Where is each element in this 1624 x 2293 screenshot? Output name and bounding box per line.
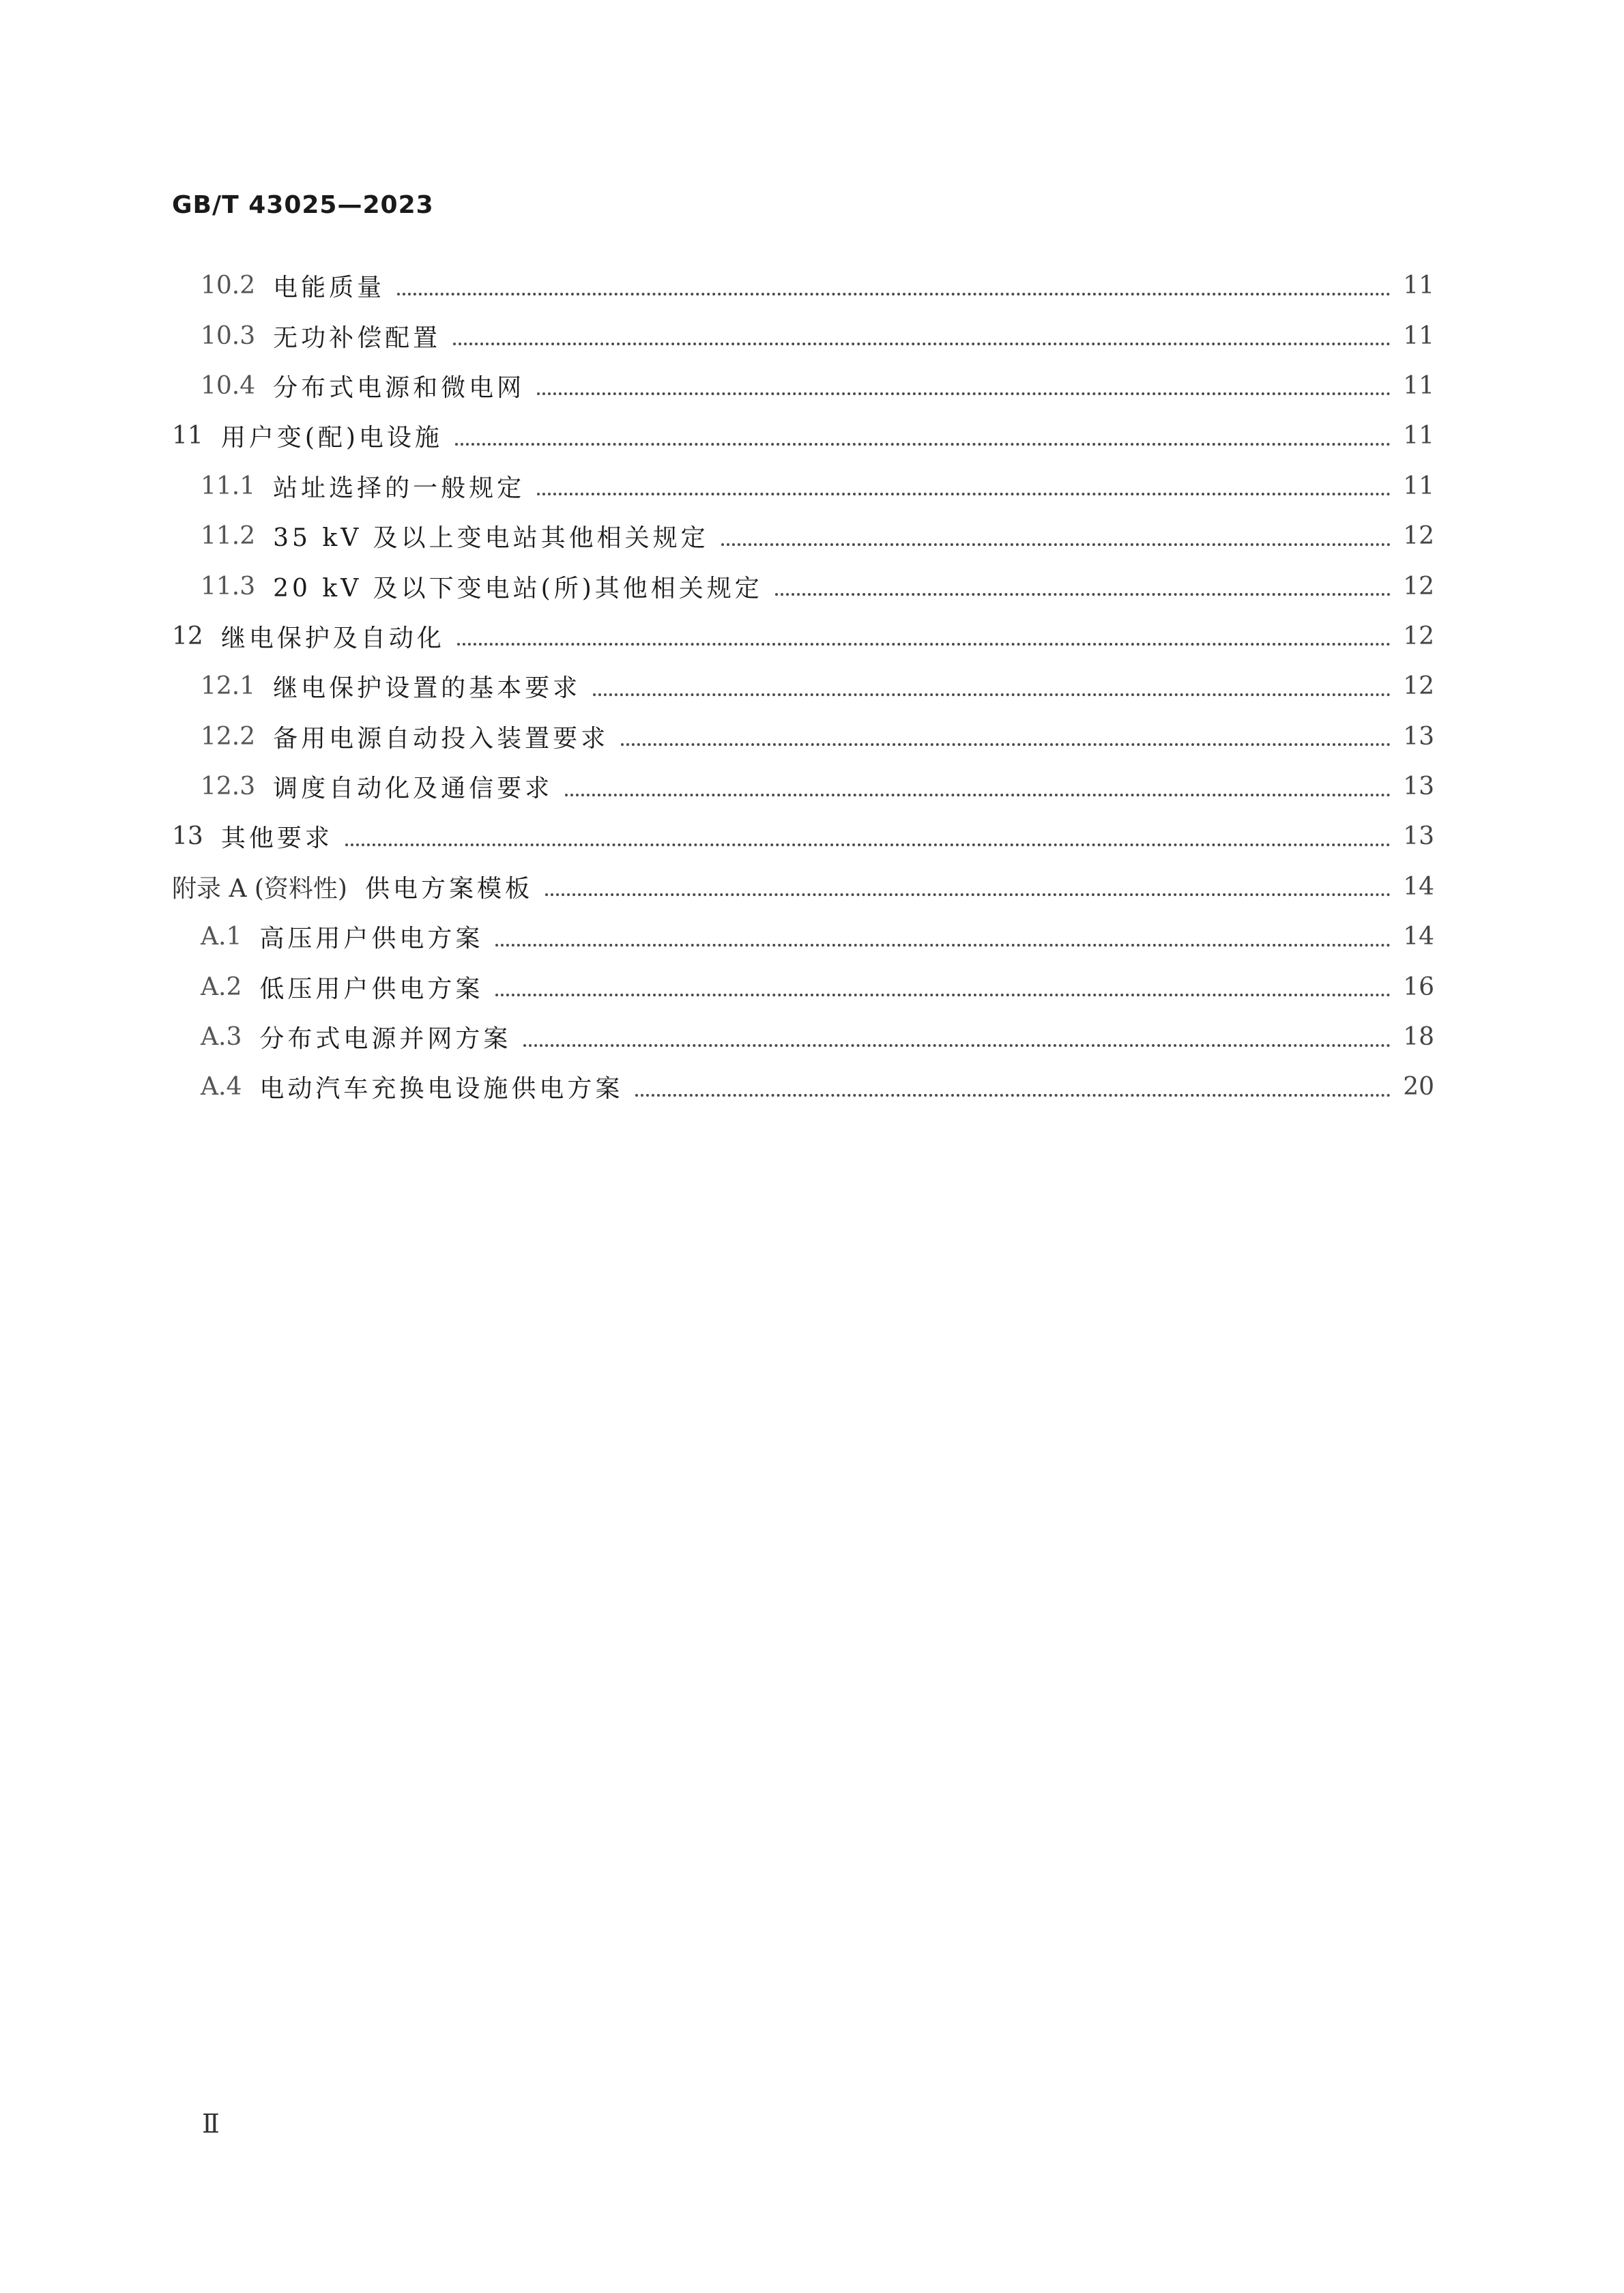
toc-entry-title: 继电保护及自动化: [220, 624, 445, 652]
toc-entry-title: 分布式电源并网方案: [259, 1025, 512, 1054]
toc-entry-number: 10.3: [201, 321, 256, 350]
dot-leader: [495, 944, 1391, 947]
toc-entry-number: A.4: [201, 1073, 242, 1101]
dot-leader: [453, 343, 1391, 345]
dot-leader: [537, 392, 1391, 395]
toc-entry-page: 11: [1403, 272, 1434, 300]
toc-entry-page: 11: [1403, 371, 1434, 400]
dot-leader: [721, 543, 1391, 546]
dot-leader: [455, 443, 1391, 446]
toc-entry[interactable]: [172, 712, 1434, 762]
toc-entry[interactable]: [172, 311, 1434, 360]
toc-entry[interactable]: [172, 361, 1434, 411]
toc-entry-title: 电能质量: [273, 274, 386, 302]
dot-leader: [775, 593, 1391, 596]
toc-entry-number: A.2: [201, 972, 242, 1001]
toc-entry[interactable]: [172, 811, 1434, 861]
dot-leader: [495, 994, 1391, 996]
toc-entry-page: 16: [1403, 972, 1434, 1001]
dot-leader: [635, 1094, 1391, 1097]
toc-entry-page: 18: [1403, 1023, 1434, 1052]
toc-entry-title: 继电保护设置的基本要求: [273, 674, 581, 703]
toc-entry[interactable]: [172, 962, 1434, 1011]
toc-entry-page: 13: [1403, 722, 1434, 751]
toc-entry-page: 12: [1403, 572, 1434, 601]
toc-entry-number: 13: [172, 822, 203, 851]
toc-entry-title: 调度自动化及通信要求: [273, 775, 553, 803]
toc-entry-title: 20 kV 及以下变电站(所)其他相关规定: [273, 574, 763, 603]
toc-entry-page: 12: [1403, 672, 1434, 701]
toc-entry[interactable]: [172, 261, 1434, 311]
dot-leader: [397, 293, 1391, 295]
toc-entry-title: 35 kV 及以上变电站其他相关规定: [273, 524, 709, 553]
dot-leader: [345, 843, 1391, 846]
toc-entry-number: 12.2: [201, 722, 256, 751]
toc-entry-title: 其他要求: [220, 824, 333, 853]
page-number: Ⅱ: [202, 2109, 220, 2139]
document-standard-number: GB/T 43025—2023: [172, 191, 434, 219]
toc-entry-title: 低压用户供电方案: [259, 975, 484, 1003]
toc-entry-number: 11: [172, 422, 203, 450]
toc-entry[interactable]: [172, 1062, 1434, 1112]
toc-entry-title: 高压用户供电方案: [259, 925, 484, 953]
toc-entry-page: 14: [1403, 872, 1434, 901]
toc-entry-title: 备用电源自动投入装置要求: [273, 724, 609, 753]
toc-entry-page: 12: [1403, 622, 1434, 650]
toc-entry[interactable]: [172, 511, 1434, 561]
toc-entry-number: 11.2: [201, 522, 256, 551]
toc-entry-title: 供电方案模板: [364, 874, 533, 903]
toc-entry-number: 11.1: [201, 472, 256, 500]
toc-entry-title: 电动汽车充换电设施供电方案: [259, 1075, 624, 1104]
toc-entry-number: 11.3: [201, 572, 256, 601]
dot-leader: [621, 743, 1391, 746]
toc-entry-title: 用户变(配)电设施: [220, 424, 443, 452]
toc-entry-number: 附录 A (资料性): [172, 874, 347, 903]
toc-entry[interactable]: [172, 862, 1434, 912]
toc-entry-page: 13: [1403, 822, 1434, 851]
toc-entry-number: 12.1: [201, 672, 256, 701]
toc-entry-title: 分布式电源和微电网: [273, 373, 525, 402]
toc-entry-page: 11: [1403, 472, 1434, 500]
toc-entry[interactable]: [172, 912, 1434, 962]
dot-leader: [545, 893, 1391, 896]
dot-leader: [537, 493, 1391, 495]
toc-entry-title: 站址选择的一般规定: [273, 474, 525, 502]
toc-entry[interactable]: [172, 411, 1434, 461]
toc-entry-page: 11: [1403, 422, 1434, 450]
toc-entry-number: A.3: [201, 1023, 242, 1052]
toc-entry-page: 13: [1403, 773, 1434, 801]
toc-entry-number: A.1: [201, 923, 242, 951]
toc-entry[interactable]: [172, 1012, 1434, 1062]
dot-leader: [593, 693, 1391, 696]
toc-entry-page: 12: [1403, 522, 1434, 551]
toc-entry[interactable]: [172, 611, 1434, 661]
toc-entry-number: 10.4: [201, 371, 256, 400]
toc-entry-title: 无功补偿配置: [273, 323, 441, 352]
table-of-contents: [172, 261, 1434, 1112]
toc-entry[interactable]: [172, 461, 1434, 511]
dot-leader: [457, 643, 1391, 646]
dot-leader: [565, 794, 1391, 796]
toc-entry[interactable]: [172, 661, 1434, 711]
toc-entry-page: 11: [1403, 321, 1434, 350]
dot-leader: [523, 1044, 1391, 1047]
toc-entry-page: 20: [1403, 1073, 1434, 1101]
toc-entry-number: 12.3: [201, 773, 256, 801]
toc-entry-number: 10.2: [201, 272, 256, 300]
toc-entry-number: 12: [172, 622, 203, 650]
toc-entry-page: 14: [1403, 923, 1434, 951]
toc-entry[interactable]: [172, 762, 1434, 811]
toc-entry[interactable]: [172, 561, 1434, 611]
